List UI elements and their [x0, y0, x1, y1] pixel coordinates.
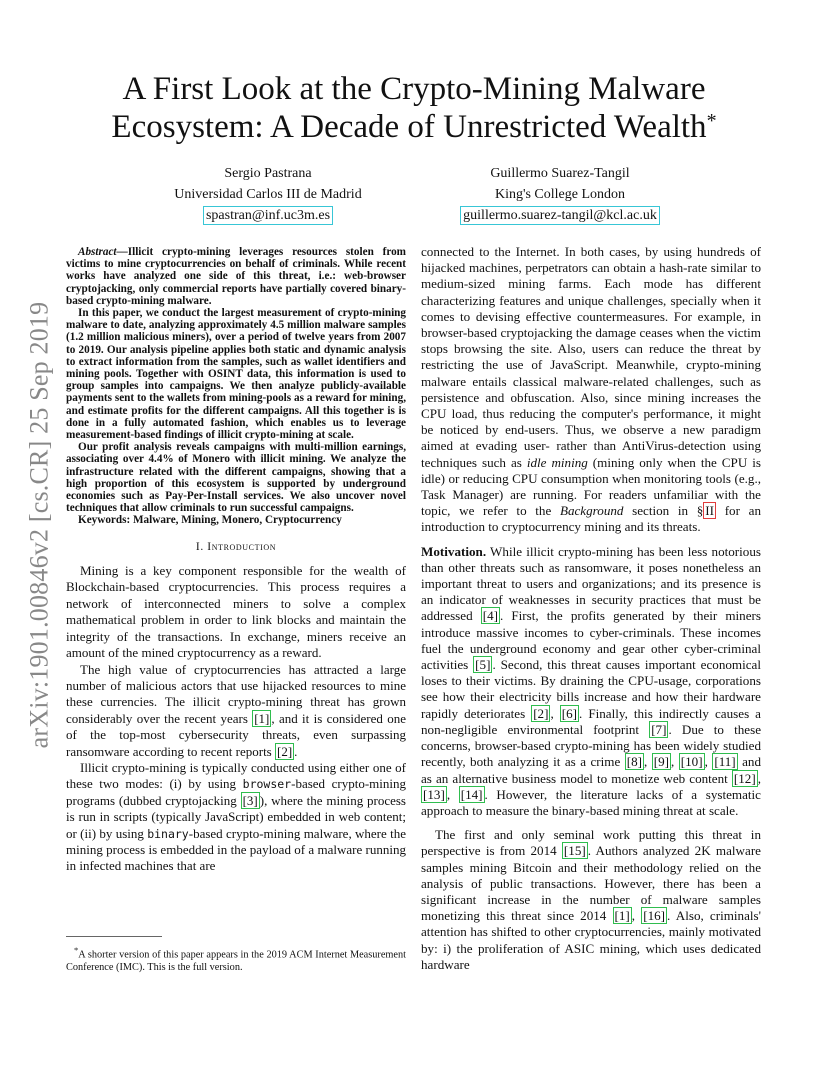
abstract-paragraph-2: In this paper, we conduct the largest measurement of crypto-mining malware to date, analyzing approximately 4.5 million malware samples (1.2 million malicious miners), over a period of twelve years from 2007 to 2019. Our analysis pipeline applies both static and dynamic analysis to extract information from the samples, such as wallet identifiers and mining pools. Together with OSINT data, this information is used to group samples into campaigns. We then analyze publicly-available payments sent to the wallets from mining-pools as a reward for mining, and estimate profits for the different campaigns. All this together is is done in a fully automated fashion, which enables us to leverage measurement-based findings of illicit crypto-mining at scale.	[66, 307, 406, 442]
citation-link[interactable]: [1]	[254, 710, 270, 726]
text-span: section in §	[623, 503, 704, 519]
author-block-1	[128, 163, 408, 226]
text-span: ,	[704, 754, 713, 770]
abstract	[66, 246, 406, 527]
text-span: -based crypto-mining programs (dubbed cryptojacking	[66, 776, 406, 808]
citation-link[interactable]: [15]	[563, 843, 586, 859]
text-span: Illicit crypto-mining is typically conducted using either one of these two modes: (i) by using	[66, 759, 406, 792]
citation-link[interactable]: [13]	[423, 786, 445, 802]
code-term: browser	[242, 777, 292, 792]
title-footnote-mark: *	[706, 110, 717, 132]
code-term: binary	[147, 826, 189, 841]
section-heading-introduction: I. Introduction	[195, 540, 277, 553]
citation-link[interactable]: [9]	[653, 754, 670, 770]
abstract-paragraph-3: Our profit analysis reveals campaigns with multi-million earnings, associating over 4.4% of Monero with illicit mining. We analyze the infrastructure related with the different campaigns, showing that a high proportion of this ecosystem is supported by underground economies such as Pay-Per-Install services. We also uncover novel techniques that allow criminals to run successful campaigns.	[66, 441, 406, 515]
author-affiliation: King's College London	[494, 187, 626, 202]
text-span: -based crypto-mining malware, where the mining process is embedded in the payload of a malware running in infected machines that are	[66, 825, 406, 874]
text-span: .	[294, 743, 298, 759]
intro-paragraph-1: Mining is a key component responsible for the wealth of Blockchain-based cryptocurrencies. This process requires a network of interconnected miners to solve a complex mathematical problem in order to link blocks and maintain the integrity of the transactions. In exchange, miners receive an amount of the mined cryptocurrency as a reward.	[66, 563, 406, 661]
citation-link[interactable]: [12]	[733, 770, 756, 786]
citation-link[interactable]: [16]	[643, 908, 666, 924]
text-span: ), where the mining process is run in scripts (typically JavaScript) embedded in web content; or (ii) by using	[66, 792, 406, 841]
citation-link[interactable]: [8]	[626, 754, 643, 770]
text-span: . Finally, this indirectly causes a non-negligible environmental footprint	[421, 705, 761, 737]
footnote-rule	[66, 936, 162, 937]
text-span: (mining only when the CPU is idle) or reducing CPU consumption when monitoring tools (e.g., Task Manager) are running. For readers unfamiliar with the topic, we refer to the	[421, 454, 761, 519]
intro-paragraph-3	[66, 760, 406, 875]
citation-link[interactable]: [11]	[714, 754, 736, 770]
text-span: , and it is considered one of the top-most cybersecurity threats, even surpassing ransomware according to recent reports	[66, 710, 406, 759]
footnote-text	[66, 944, 406, 974]
text-span: and as an alternative business model to monetize web content	[421, 754, 762, 786]
text-span: . Also, criminals' attention has shifted to other cryptocurrencies, mainly motivated by: i) the proliferation of ASIC mining, which uses dedicated hardware	[421, 908, 761, 972]
title-line-2: Ecosystem: A Decade of Unrestricted Wealth	[111, 109, 707, 145]
author-block-2	[420, 163, 700, 226]
text-span: ,	[550, 705, 560, 721]
citation-link[interactable]: [5]	[475, 657, 491, 673]
citation-link[interactable]: [3]	[242, 792, 258, 808]
citation-link[interactable]: [2]	[533, 705, 549, 721]
right-column	[421, 244, 761, 973]
right-paragraph-1	[421, 244, 761, 536]
footnote-body: A shorter version of this paper appears in the 2019 ACM Internet Measurement Conference (IMC). This is the full version.	[66, 949, 406, 973]
arxiv-identifier: arXiv:1901.00846v2 [cs.CR] 25 Sep 2019	[24, 301, 53, 749]
author-name: Guillermo Suarez-Tangil	[490, 166, 630, 181]
keywords: Keywords: Malware, Mining, Monero, Cryptocurrency	[78, 514, 342, 527]
footnote-mark: *	[74, 945, 79, 955]
text-span: ,	[446, 786, 459, 802]
citation-link[interactable]: [14]	[460, 786, 483, 802]
section-ref-link[interactable]: II	[705, 503, 715, 519]
citation-link[interactable]: [6]	[561, 705, 578, 721]
text-span: . However, the literature lacks of a systematic approach to measure the binary-based mining threat at scale.	[421, 786, 761, 818]
emphasis: Background	[559, 503, 624, 519]
text-span: ,	[757, 770, 761, 786]
author-email-link[interactable]: spastran@inf.uc3m.es	[203, 206, 333, 225]
arxiv-sidebar-stamp	[14, 290, 64, 760]
author-email-link[interactable]: guillermo.suarez-tangil@kcl.ac.uk	[460, 206, 660, 225]
text-span: ,	[631, 908, 642, 924]
text-span: for an introduction to cryptocurrency mining and its threats.	[421, 503, 761, 535]
right-paragraph-3	[421, 827, 761, 973]
citation-link[interactable]: [10]	[680, 754, 703, 770]
abstract-paragraph-1	[66, 246, 406, 307]
text-span: . First, the profits generated by their miners introduce massive incomes to cyber-criminals. These incomes fuel the underground economy and gear other cyber-criminal activities	[421, 608, 761, 673]
citation-link[interactable]: [2]	[277, 743, 293, 759]
text-span: ,	[644, 754, 652, 770]
left-column	[66, 246, 406, 875]
author-affiliation: Universidad Carlos III de Madrid	[174, 187, 362, 202]
text-span: The first and only seminal work putting this threat in perspective is from 2014	[421, 827, 761, 859]
paper-title	[60, 70, 768, 146]
text-span: The high value of cryptocurrencies has attracted a large number of malicious actors that use hijacked resources to mine these currencies. The illicit crypto-mining threat has grown considerably over the recent years	[66, 661, 406, 726]
abstract-label: Abstract	[78, 246, 117, 258]
text-span: . Authors analyzed 2K malware samples mining Bitcoin and their methodology relied on the analysis of public transactions. However, there has been a significant increase in the number of malware samples monetizing this threat since 2014	[421, 843, 761, 924]
motivation-label: Motivation.	[421, 543, 487, 559]
intro-paragraph-2	[66, 662, 406, 760]
citation-link[interactable]: [4]	[482, 608, 498, 624]
text-span: . Due to these concerns, browser-based crypto-mining has been widely studied recently, both analyzing it as a crime	[421, 721, 762, 770]
text-span: . Second, this threat causes important economical loses to their victims. By draining the CPU-usage, corporations see how their electricity bills increase and how their hardware rapidly deteriorates	[421, 657, 761, 721]
text-span: ,	[671, 754, 679, 770]
abstract-text-1: —Illicit crypto-mining leverages resources stolen from victims to mine cryptocurrencies on behalf of criminals. While recent works have analyzed one side of this threat, i.e.: web-browser cryptojacking, only commercial reports have partially covered binary-based crypto-mining malware.	[66, 246, 406, 307]
footnote	[66, 944, 406, 974]
motivation-paragraph	[421, 544, 761, 819]
text-span: connected to the Internet. In both cases, by using hundreds of hijacked machines, perpetrators can obtain a hash-rate similar to medium-sized mining farms. Each mode has different characterizing features and unique challenges, specially when it comes to devising effective countermeasures. For example, in browser-based cryptojacking the damage ceases when the victim stops browsing the site. Also, users can reduce the threat by restricting the use of JavaScript. Meanwhile, crypto-mining malware entails classical malware-related challenges, such as persistence and obfuscation. Also, since mining increases the CPU load, thus reducing the computer's performance, it might be noticed by end-users. Thus, we observe a new paradigm aimed at evading user- rather than AntiVirus-detection using techniques such as	[421, 244, 761, 470]
text-span: While illicit crypto-mining has been less notorious than other threats such as ransomware, it poses nonetheless an important threat to users and organizations; and its presence is an indicator of weaknesses in security practices that must be addressed	[421, 543, 761, 624]
author-name: Sergio Pastrana	[224, 166, 312, 181]
citation-link[interactable]: [1]	[614, 908, 630, 924]
emphasis: idle mining	[526, 454, 588, 470]
title-line-1: A First Look at the Crypto-Mining Malware	[122, 71, 706, 107]
citation-link[interactable]: [7]	[651, 721, 667, 737]
